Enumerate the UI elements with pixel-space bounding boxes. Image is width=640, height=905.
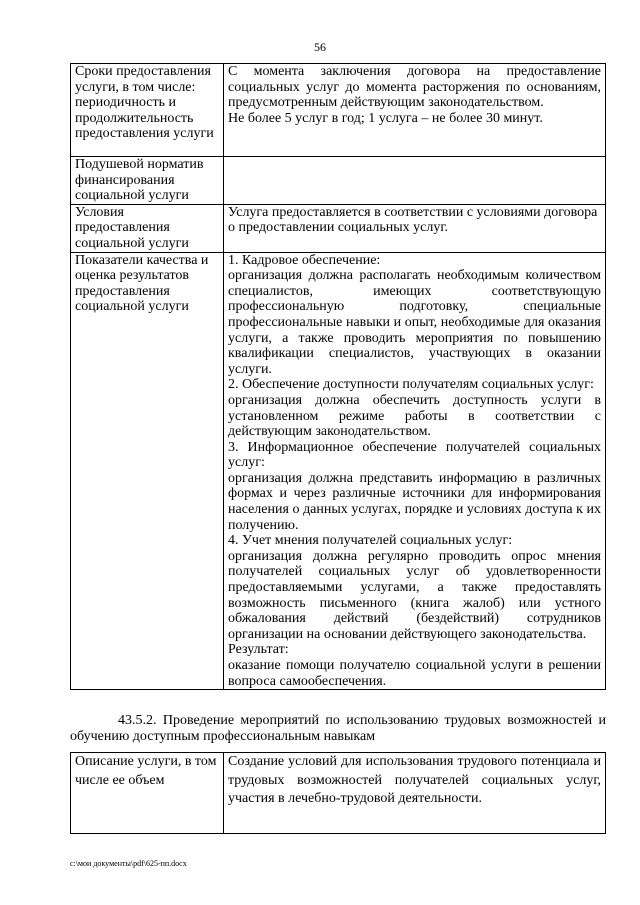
row-label: Показатели качества и оценка результатов предоставления социальной услуги — [71, 252, 224, 690]
row-content — [224, 64, 606, 157]
content-paragraph: организация должна представить информацию в различных формах и через различные источники для информирования населения о данных услугах, порядке и условиях доступа к их получению. — [228, 470, 601, 533]
content-paragraph: Не более 5 услуг в год; 1 услуга – не более 30 минут. — [228, 110, 543, 126]
service-standards-table — [70, 63, 606, 690]
content-paragraph: С момента заключения договора на предоставление социальных услуг до момента расторжения по основаниям, предусмотренным действующим законодательством. — [228, 64, 601, 111]
row-label: Сроки предоставления услуги, в том числе: периодичность и продолжительность предоставления услуги — [71, 64, 224, 157]
content-paragraph: 2. Обеспечение доступности получателям социальных услуг: — [228, 377, 594, 393]
page-number: 56 — [314, 40, 326, 54]
content-paragraph: оказание помощи получателю социальной услуги в решении вопроса самообеспечения. — [228, 658, 601, 689]
row-content — [224, 204, 606, 252]
row-content-empty — [224, 157, 606, 205]
content-paragraph: 4. Учет мнения получателей социальных услуг: — [228, 533, 513, 549]
table-row — [71, 753, 606, 834]
footer-file-path: c:\мои документы\pdf\625-пп.docx — [70, 859, 187, 868]
table-row — [71, 252, 606, 690]
table-row — [71, 64, 606, 157]
section-heading-text: 43.5.2. Проведение мероприятий по использованию трудовых возможностей и обучению доступным профессиональным навыкам — [70, 713, 606, 744]
content-paragraph: Создание условий для использования трудового потенциала и трудовых возможностей получателей социальных услуг, участия в лечебно-трудовой деятельности. — [228, 754, 601, 806]
content-paragraph: организация должна регулярно проводить опрос мнения получателей социальных услуг об удовлетворенности предоставляемыми услугами, а также предоставлять возможность письменного (книга жалоб) или устного обжалования действий (бездействий) сотрудников организации на основании действующего законодательства. — [228, 548, 601, 642]
content-paragraph: 1. Кадровое обеспечение: — [228, 252, 381, 268]
content-paragraph: Услуга предоставляется в соответствии с условиями договора о предоставлении социальных услуг. — [228, 204, 598, 236]
row-content — [224, 252, 606, 690]
row-content — [224, 753, 606, 834]
section-heading — [70, 713, 606, 745]
row-label: Условия предоставления социальной услуги — [71, 204, 224, 252]
row-label: Описание услуги, в том числе ее объем — [71, 753, 224, 834]
content-paragraph: организация должна располагать необходимым количеством специалистов, имеющих соответствующую профессиональную подготовку, специальные профессиональные навыки и опыт, необходимые для оказания услуги, а также проводить мероприятия по повышению квалификации специалистов, участвующих в оказании услуги. — [228, 268, 601, 377]
table-row — [71, 204, 606, 252]
service-description-table — [70, 752, 606, 834]
table-row — [71, 157, 606, 205]
content-paragraph: 3. Информационное обеспечение получателей социальных услуг: — [228, 439, 601, 471]
row-label: Подушевой норматив финансирования социальной услуги — [71, 157, 224, 205]
content-paragraph: организация должна обеспечить доступность услуги в установленном режиме работы в соответствии с действующим законодательством. — [228, 392, 601, 440]
content-paragraph: Результат: — [228, 642, 289, 658]
